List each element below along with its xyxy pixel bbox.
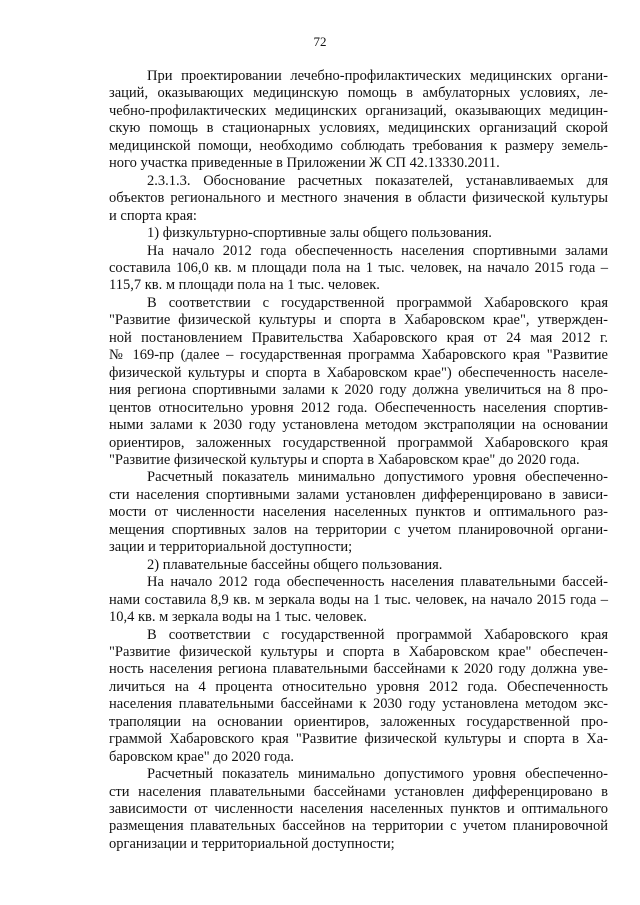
- paragraph-line: размещения плавательных бассейнов на территории с учетом планировочной: [109, 818, 608, 835]
- paragraph-line: населения плавательными бассейнами к 2030 году установлена методом экс-: [109, 696, 608, 713]
- paragraph-line: центов относительно уровня 2012 года. Обеспеченность населения спортив-: [109, 399, 608, 416]
- paragraph-line: заций, оказывающих медицинскую помощь в амбулаторных условиях, ле-: [109, 85, 608, 102]
- paragraph-line: зависимости от численности населения населенных пунктов и оптимального: [109, 801, 608, 818]
- paragraph-line: организации и территориальной доступности;: [109, 835, 395, 852]
- paragraph-line: Расчетный показатель минимально допустимого уровня обеспеченно-: [147, 469, 608, 486]
- paragraph-line: мости от численности населения населенных пунктов и оптимального раз-: [109, 504, 608, 521]
- paragraph-line: "Развитие физической культуры и спорта в Хабаровском крае", утвержден-: [109, 312, 608, 329]
- paragraph-line: В соответствии с государственной программой Хабаровского края: [147, 294, 608, 311]
- paragraph-line: медицинской помощи, необходимо соблюдать требования к размеру земель-: [109, 137, 608, 154]
- paragraph-line: При проектировании лечебно-профилактических медицинских органи-: [147, 68, 608, 84]
- paragraph-line: ния региона спортивными залами к 2020 году должна увеличиться на 8 про-: [109, 382, 608, 399]
- paragraph-line: ной постановлением Правительства Хабаровского края от 24 мая 2012 г.: [109, 329, 608, 346]
- paragraph-line: физической культуры и спорта в Хабаровском крае") обеспеченность населе-: [109, 364, 608, 381]
- paragraph-line: Расчетный показатель минимально допустимого уровня обеспеченно-: [147, 766, 608, 783]
- paragraph-line: ориентиров, заложенных государственной программой Хабаровского края: [109, 434, 608, 451]
- paragraph-line: В соответствии с государственной программой Хабаровского края: [147, 626, 608, 643]
- paragraph-line: ного участка приведенные в Приложении Ж СП 42.13330.2011.: [109, 155, 500, 172]
- paragraph-line: "Развитие физической культуры и спорта в Хабаровском крае" обеспечен-: [109, 643, 608, 660]
- paragraph-line: 115,7 кв. м площади пола на 1 тыс. человек.: [109, 277, 380, 294]
- paragraph-line: объектов регионального и местного значения в области физической культуры: [109, 190, 608, 207]
- paragraph-line: зации и территориальной доступности;: [109, 539, 353, 556]
- paragraph-line: граммой Хабаровского края "Развитие физической культуры и спорта в Ха-: [109, 731, 608, 748]
- page-number: 72: [313, 34, 327, 49]
- paragraph-line: 2.3.1.3. Обоснование расчетных показателей, устанавливаемых для: [147, 172, 608, 189]
- text-lines: [109, 68, 608, 853]
- paragraph-line: 1) физкультурно-спортивные залы общего пользования.: [147, 225, 492, 242]
- document-body: [109, 68, 608, 853]
- paragraph-line: чебно-профилактических медицинских организаций, оказывающих медицин-: [109, 102, 608, 119]
- paragraph-line: составила 106,0 кв. м площади пола на 1 тыс. человек, на начало 2015 года –: [109, 259, 608, 276]
- paragraph-line: скую помощь в стационарных условиях, медицинских организаций скорой: [109, 120, 608, 137]
- paragraph-line: 10,4 кв. м зеркала воды на 1 тыс. человек.: [109, 609, 367, 626]
- paragraph-line: № 169-пр (далее – государственная программа Хабаровского края "Развитие: [109, 347, 608, 364]
- paragraph-line: сти населения спортивными залами установлен дифференцировано в зависи-: [109, 486, 608, 503]
- paragraph-line: мещения спортивных залов на территории с учетом планировочной органи-: [109, 521, 608, 538]
- paragraph-line: и спорта края:: [109, 207, 197, 224]
- paragraph-line: На начало 2012 года обеспеченность населения спортивными залами: [147, 242, 608, 259]
- paragraph-line: траполяции на основании ориентиров, заложенных государственной про-: [109, 713, 608, 730]
- paragraph-line: сти населения плавательными бассейнами установлен дифференцировано в: [109, 783, 608, 800]
- paragraph-line: баровском крае" до 2020 года.: [109, 748, 295, 765]
- paragraph-line: "Развитие физической культуры и спорта в Хабаровском крае" до 2020 года.: [109, 451, 580, 468]
- paragraph-line: ными залами к 2030 году установлена методом экстраполяции на основании: [109, 417, 608, 434]
- paragraph-line: личиться на 4 процента относительно уровня 2012 года. Обеспеченность: [109, 678, 608, 695]
- paragraph-line: 2) плавательные бассейны общего пользования.: [147, 556, 443, 573]
- paragraph-line: ность населения региона плавательными бассейнами к 2020 году должна уве-: [109, 661, 608, 678]
- paragraph-line: На начало 2012 года обеспеченность населения плавательными бассей-: [147, 574, 608, 591]
- paragraph-line: нами составила 8,9 кв. м зеркала воды на 1 тыс. человек, на начало 2015 года –: [109, 591, 608, 608]
